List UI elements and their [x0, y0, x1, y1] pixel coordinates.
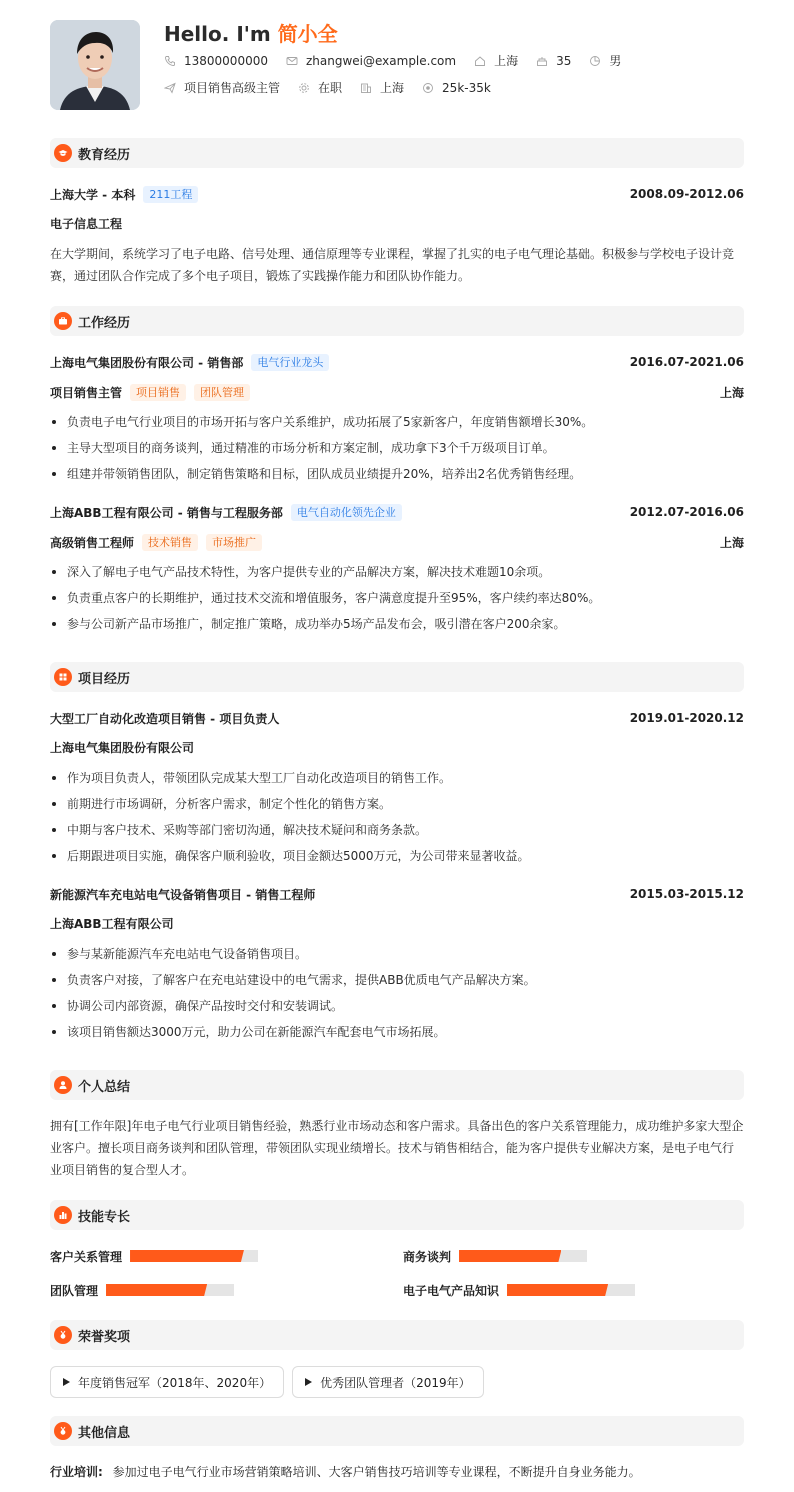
skill-bar-fill	[106, 1284, 207, 1296]
play-icon	[305, 1378, 312, 1386]
major-name: 电子信息工程	[50, 217, 123, 231]
section-education	[50, 138, 744, 168]
status-text: 在职	[318, 81, 343, 95]
company-tag: 电气行业龙头	[251, 354, 329, 371]
skill-bar-fill	[459, 1250, 561, 1262]
work-date: 2012.07-2016.06	[629, 505, 744, 519]
avatar	[50, 20, 140, 110]
honor-item	[292, 1366, 484, 1398]
gender-icon	[589, 55, 601, 67]
profile-info	[164, 20, 639, 110]
major-row	[50, 215, 744, 232]
honors-list	[50, 1366, 744, 1398]
skill-tag: 团队管理	[194, 384, 250, 401]
company-name: 上海ABB工程有限公司 - 销售与工程服务部	[50, 505, 283, 520]
play-icon	[63, 1378, 70, 1386]
position-text: 项目销售高级主管	[184, 81, 281, 95]
graduation-cap-icon	[54, 144, 72, 162]
list-item: 主导大型项目的商务谈判，通过精准的市场分析和方案定制，成功拿下3个千万级项目订单。	[50, 435, 744, 461]
mail-icon	[286, 55, 298, 67]
work-bullets	[50, 409, 744, 487]
list-item: 作为项目负责人，带领团队完成某大型工厂自动化改造项目的销售工作。	[50, 765, 744, 791]
section-title: 项目经历	[78, 671, 131, 687]
job-title: 项目销售主管	[50, 385, 123, 400]
medal-icon	[54, 1422, 72, 1440]
email-text: zhangwei@example.com	[305, 53, 457, 68]
list-item: 参与公司新产品市场推广，制定推广策略，成功举办5场产品发布会，吸引潜在客户200余家。	[50, 611, 744, 637]
project-company: 上海ABB工程有限公司	[50, 917, 174, 931]
section-skills	[50, 1200, 744, 1230]
skill-name: 团队管理	[50, 1283, 99, 1298]
email-item	[286, 54, 456, 68]
list-item: 负责电子电气行业项目的市场开拓与客户关系维护，成功拓展了5家新客户，年度销售额增长30%。	[50, 409, 744, 435]
list-item: 中期与客户技术、采购等部门密切沟通，解决技术疑问和商务条款。	[50, 817, 744, 843]
greeting-text: Hello. I'm	[164, 22, 278, 46]
section-honors	[50, 1320, 744, 1350]
other-text: 参加过电子电气行业市场营销策略培训、大客户销售技巧培训等专业课程，不断提升自身业务能力。	[112, 1465, 641, 1479]
project-company: 上海电气集团股份有限公司	[50, 741, 195, 755]
school-tag: 211工程	[143, 186, 198, 203]
skill-bar	[507, 1284, 635, 1296]
work-company-row	[50, 503, 744, 521]
honor-item	[50, 1366, 284, 1398]
honor-text: 年度销售冠军（2018年、2020年）	[78, 1375, 272, 1390]
gender-text: 男	[609, 54, 622, 68]
status-item	[298, 79, 342, 96]
section-other	[50, 1416, 744, 1446]
project-row	[50, 709, 744, 727]
section-title: 其他信息	[78, 1425, 131, 1441]
contact-row	[164, 47, 639, 74]
profile-header	[50, 20, 744, 110]
skill-name: 客户关系管理	[50, 1249, 123, 1264]
user-icon	[54, 1076, 72, 1094]
work-city: 上海	[719, 385, 744, 400]
section-title: 教育经历	[78, 147, 131, 163]
age-text: 35	[556, 53, 572, 68]
gear-icon	[298, 82, 310, 94]
project-row	[50, 885, 744, 903]
skill-tag: 技术销售	[142, 534, 198, 551]
location-text: 上海	[494, 54, 519, 68]
work-title-row	[50, 533, 744, 551]
skill-tag: 市场推广	[206, 534, 262, 551]
skill-name: 商务谈判	[403, 1249, 452, 1264]
briefcase-icon	[54, 312, 72, 330]
skill-item	[50, 1281, 234, 1299]
gender-item	[589, 52, 621, 69]
project-company-row	[50, 739, 744, 756]
list-item: 协调公司内部资源，确保产品按时交付和安装调试。	[50, 993, 744, 1019]
list-item: 后期跟进项目实施，确保客户顺利验收，项目金额达5000万元，为公司带来显著收益。	[50, 843, 744, 869]
skill-bar-fill	[130, 1250, 244, 1262]
work-date: 2016.07-2021.06	[629, 355, 744, 369]
company-name: 上海电气集团股份有限公司 - 销售部	[50, 355, 244, 370]
project-bullets	[50, 765, 744, 869]
section-title: 工作经历	[78, 315, 131, 331]
skill-bar	[106, 1284, 234, 1296]
salary-item	[422, 81, 491, 95]
education-row	[50, 185, 744, 203]
candidate-name: 简小全	[277, 22, 338, 46]
greeting-title	[164, 21, 639, 47]
phone-text: 13800000000	[184, 53, 268, 68]
work-title-row	[50, 383, 744, 401]
work-company-row	[50, 353, 744, 371]
skill-item	[403, 1247, 587, 1265]
age-item	[536, 54, 571, 68]
work-city-text: 上海	[380, 81, 405, 95]
project-bullets	[50, 941, 744, 1045]
project-name: 大型工厂自动化改造项目销售 - 项目负责人	[50, 711, 280, 726]
honor-text: 优秀团队管理者（2019年）	[320, 1375, 471, 1390]
salary-text: 25k-35k	[442, 80, 491, 95]
project-date: 2019.01-2020.12	[629, 711, 744, 725]
skill-item	[403, 1281, 635, 1299]
work-city: 上海	[719, 535, 744, 550]
cake-icon	[536, 55, 548, 67]
list-item: 该项目销售额达3000万元，助力公司在新能源汽车配套电气市场拓展。	[50, 1019, 744, 1045]
phone-icon	[164, 55, 176, 67]
skill-tag: 项目销售	[130, 384, 186, 401]
section-title: 荣誉奖项	[78, 1329, 131, 1345]
job-title: 高级销售工程师	[50, 535, 135, 550]
home-icon	[474, 55, 486, 67]
send-icon	[164, 82, 176, 94]
other-info-row	[50, 1463, 744, 1481]
section-title: 个人总结	[78, 1079, 131, 1095]
list-item: 参与某新能源汽车充电站电气设备销售项目。	[50, 941, 744, 967]
project-company-row	[50, 915, 744, 932]
section-summary	[50, 1070, 744, 1100]
list-item: 负责重点客户的长期维护，通过技术交流和增值服务，客户满意度提升至95%，客户续约率达80%。	[50, 585, 744, 611]
work-bullets	[50, 559, 744, 637]
job-row	[164, 74, 639, 101]
skill-item	[50, 1247, 258, 1265]
list-item: 深入了解电子电气产品技术特性，为客户提供专业的产品解决方案，解决技术难题10余项。	[50, 559, 744, 585]
company-tag: 电气自动化领先企业	[291, 504, 402, 521]
list-item: 组建并带领销售团队，制定销售策略和目标，团队成员业绩提升20%，培养出2名优秀销售经理。	[50, 461, 744, 487]
work-city-item	[360, 79, 404, 96]
building-icon	[360, 82, 372, 94]
skill-bar-fill	[507, 1284, 608, 1296]
summary-text: 拥有[工作年限]年电子电气行业项目销售经验，熟悉行业市场动态和客户需求。具备出色的客户关系管理能力，成功维护多家大型企业客户。擅长项目商务谈判和团队管理，带领团队实现业绩增长。技术与销售相结合，能为客户提供专业解决方案，是电子电气行业项目销售的复合型人才。	[50, 1119, 744, 1177]
skill-bar	[130, 1250, 258, 1262]
school-name: 上海大学 - 本科	[50, 187, 136, 202]
section-title: 技能专长	[78, 1209, 131, 1225]
medal-icon	[54, 1326, 72, 1344]
bar-chart-icon	[54, 1206, 72, 1224]
education-description: 在大学期间，系统学习了电子电路、信号处理、通信原理等专业课程，掌握了扎实的电子电气理论基础。积极参与学校电子设计竞赛，通过团队合作完成了多个电子项目，锻炼了实践操作能力和团队协作能力。	[50, 247, 735, 283]
phone-item	[164, 54, 268, 68]
project-name: 新能源汽车充电站电气设备销售项目 - 销售工程师	[50, 887, 316, 902]
position-item	[164, 79, 280, 96]
education-date: 2008.09-2012.06	[629, 187, 744, 201]
other-label: 行业培训:	[50, 1465, 103, 1479]
section-projects	[50, 662, 744, 692]
location-item	[474, 52, 518, 69]
list-item: 前期进行市场调研，分析客户需求，制定个性化的销售方案。	[50, 791, 744, 817]
grid-icon	[54, 668, 72, 686]
skill-bar	[459, 1250, 587, 1262]
skill-name: 电子电气产品知识	[403, 1283, 500, 1298]
list-item: 负责客户对接，了解客户在充电站建设中的电气需求，提供ABB优质电气产品解决方案。	[50, 967, 744, 993]
money-icon	[422, 82, 434, 94]
section-work	[50, 306, 744, 336]
project-date: 2015.03-2015.12	[629, 887, 744, 901]
